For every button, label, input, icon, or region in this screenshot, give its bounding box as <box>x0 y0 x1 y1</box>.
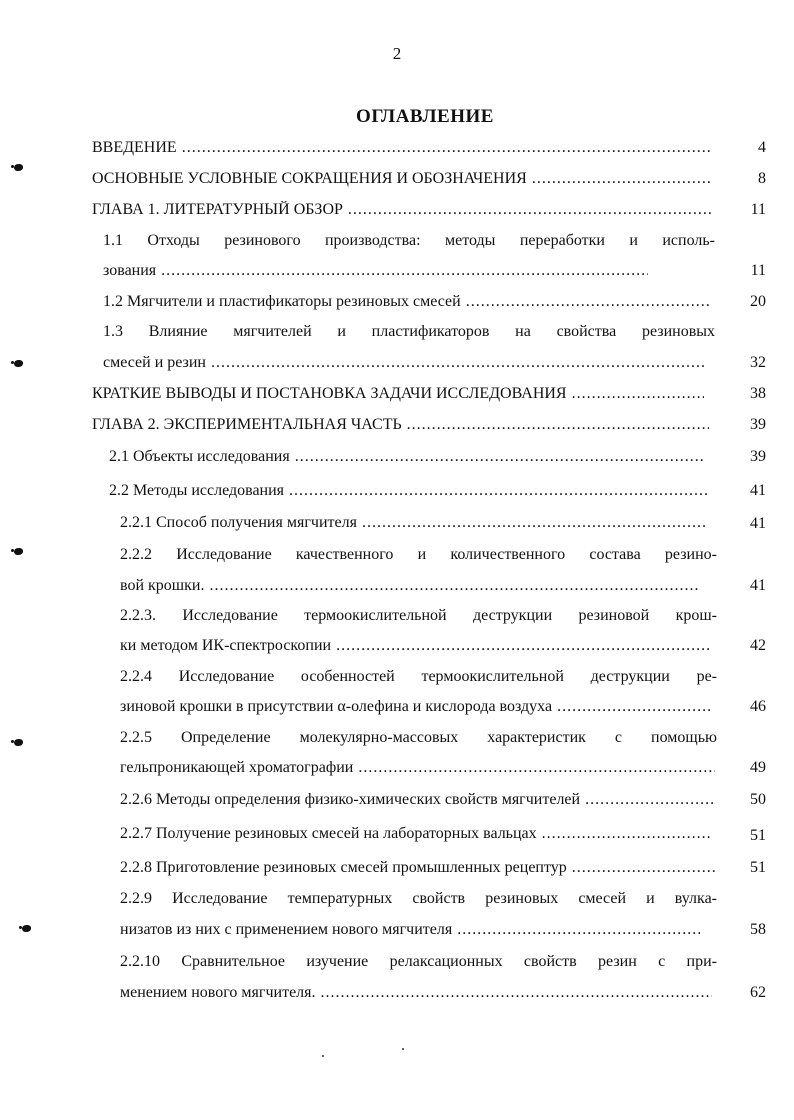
toc-entry-2-2-3[interactable]: 2.2.3. Исследование термоокислительной деструкции резиновой крош- <box>120 607 717 624</box>
scan-mark <box>14 164 23 171</box>
toc-entry-chapter-1[interactable]: ГЛАВА 1. ЛИТЕРАТУРНЫЙ ОБЗОР ..... <box>92 201 711 219</box>
toc-page-number: 51 <box>750 827 766 844</box>
toc-page-number: 11 <box>750 201 766 218</box>
toc-page-number: 8 <box>758 170 766 187</box>
toc-entry-1-3[interactable]: 1.3 Влияние мягчителей и пластификаторов на свойства резиновых <box>103 323 715 340</box>
toc-page-number: 41 <box>750 577 766 594</box>
toc-entry-2-2-3-cont[interactable]: ки методом ИК-спектроскопии ..... <box>120 637 712 655</box>
toc-entry-2-2-4-cont[interactable]: зиновой крошки в присутствии α-олефина и кислорода воздуха ..... <box>120 698 712 716</box>
toc-entry-abbreviations[interactable]: ОСНОВНЫЕ УСЛОВНЫЕ СОКРАЩЕНИЯ И ОБОЗНАЧЕНИЯ ..... <box>92 170 711 188</box>
toc-page-number: 11 <box>750 262 766 279</box>
toc-page-number: 58 <box>750 921 766 938</box>
toc-entry-1-1-cont[interactable]: зования ..... <box>103 262 648 280</box>
toc-entry-2-2-2[interactable]: 2.2.2 Исследование качественного и количественного состава резино- <box>120 546 717 563</box>
toc-entry-2-2-6[interactable]: 2.2.6 Методы определения физико-химических свойств мягчителей ..... <box>120 791 715 809</box>
toc-page-number: 50 <box>750 791 766 808</box>
toc-entry-1-3-cont[interactable]: смесей и резин ..... <box>103 354 704 372</box>
scan-mark <box>22 925 31 932</box>
scan-mark <box>14 360 23 367</box>
scan-speck <box>322 1055 324 1057</box>
toc-page-number: 49 <box>750 759 766 776</box>
toc-entry-2-2-10[interactable]: 2.2.10 Сравнительное изучение релаксационных свойств резин с при- <box>120 953 717 970</box>
toc-page-number: 51 <box>750 859 766 876</box>
toc-page-number: 32 <box>750 354 766 371</box>
toc-page-number: 41 <box>750 515 766 532</box>
toc-entry-2-2-8[interactable]: 2.2.8 Приготовление резиновых смесей промышленных рецептур ..... <box>120 859 717 877</box>
toc-entry-chapter-2[interactable]: ГЛАВА 2. ЭКСПЕРИМЕНТАЛЬНАЯ ЧАСТЬ ..... <box>92 416 709 434</box>
toc-entry-2-2[interactable]: 2.2 Методы исследования ..... <box>109 482 707 500</box>
toc-entry-introduction[interactable]: ВВЕДЕНИЕ ..... <box>92 139 711 157</box>
toc-page-number: 46 <box>750 698 766 715</box>
toc-entry-2-2-2-cont[interactable]: вой крошки. ..... <box>120 577 700 595</box>
toc-entry-1-1[interactable]: 1.1 Отходы резинового производства: методы переработки и исполь- <box>103 232 715 249</box>
toc-entry-2-2-9-cont[interactable]: низатов из них с применением нового мягчителя ..... <box>120 921 703 939</box>
toc-page-number: 4 <box>758 139 766 156</box>
toc-entry-2-1[interactable]: 2.1 Объекты исследования ..... <box>109 448 705 466</box>
scan-mark <box>14 548 23 555</box>
toc-entry-2-2-7[interactable]: 2.2.7 Получение резиновых смесей на лабораторных вальцах ..... <box>120 825 710 843</box>
toc-page-number: 20 <box>750 293 766 310</box>
toc-entry-2-2-5-cont[interactable]: гельпроникающей хроматографии ..... <box>120 759 715 777</box>
page-number: 2 <box>392 44 402 63</box>
scan-mark <box>14 739 23 746</box>
toc-page-number: 39 <box>750 448 766 465</box>
toc-entry-2-2-4[interactable]: 2.2.4 Исследование особенностей термоокислительной деструкции ре- <box>120 668 717 685</box>
toc-page-number: 38 <box>750 385 766 402</box>
scan-speck <box>402 1048 404 1050</box>
toc-entry-1-2[interactable]: 1.2 Мягчители и пластификаторы резиновых смесей ..... <box>103 293 711 311</box>
toc-page-number: 41 <box>750 482 766 499</box>
toc-entry-2-2-1[interactable]: 2.2.1 Способ получения мягчителя ..... <box>120 514 705 532</box>
toc-entry-2-2-10-cont[interactable]: менением нового мягчителя. ..... <box>120 984 712 1002</box>
toc-entry-2-2-5[interactable]: 2.2.5 Определение молекулярно-массовых характеристик с помощью <box>120 729 717 746</box>
toc-page-number: 62 <box>750 984 766 1001</box>
toc-page-number: 39 <box>750 416 766 433</box>
toc-entry-conclusions[interactable]: КРАТКИЕ ВЫВОДЫ И ПОСТАНОВКА ЗАДАЧИ ИССЛЕДОВАНИЯ ..... <box>92 385 704 403</box>
toc-entry-2-2-9[interactable]: 2.2.9 Исследование температурных свойств резиновых смесей и вулка- <box>120 890 717 907</box>
toc-page-number: 42 <box>750 637 766 654</box>
toc-title: ОГЛАВЛЕНИЕ <box>356 106 494 127</box>
